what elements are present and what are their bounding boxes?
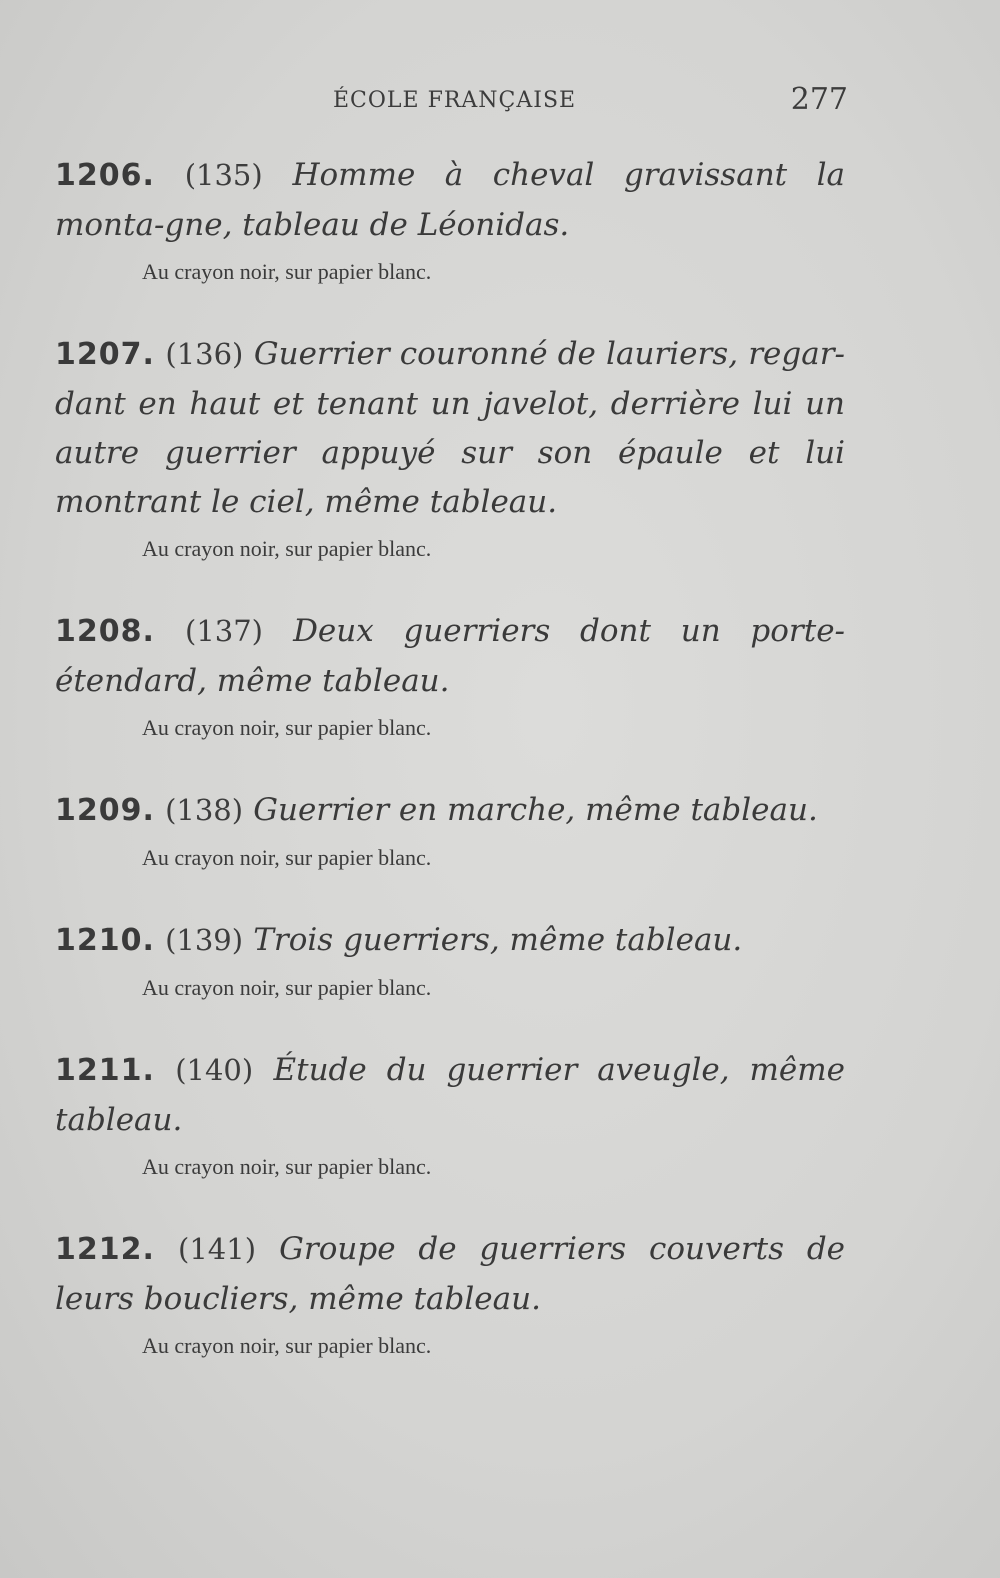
- entry-number: 1207.: [55, 337, 155, 372]
- entry-reference: (135): [184, 158, 263, 192]
- entry-medium-note: Au crayon noir, sur papier blanc.: [142, 1154, 432, 1179]
- entry-text: [55, 915, 845, 965]
- catalogue-entry: [55, 606, 845, 741]
- entry-title: Groupe de guerriers couverts de leurs boucliers, même tableau.: [55, 1231, 846, 1317]
- entry-text: [55, 785, 845, 835]
- entry-medium-note: Au crayon noir, sur papier blanc.: [142, 845, 432, 870]
- entry-text: [55, 1045, 845, 1144]
- catalogue-entry: [55, 150, 845, 285]
- entry-title: Guerrier couronné de lauriers, regar-dant en haut et tenant un javelot, derrière lui un autre guerrier appuyé sur son épaule et lui montrant le ciel, même tableau.: [55, 336, 846, 520]
- entry-medium-note: Au crayon noir, sur papier blanc.: [142, 259, 432, 284]
- entry-title: Homme à cheval gravissant la monta-gne, tableau de Léonidas.: [55, 157, 845, 243]
- entry-number: 1212.: [55, 1232, 155, 1267]
- catalogue-entry: [55, 915, 845, 1001]
- entry-reference: (136): [165, 337, 244, 371]
- entry-text: [55, 329, 845, 526]
- entry-medium-note: Au crayon noir, sur papier blanc.: [142, 1333, 432, 1358]
- entry-reference: (137): [185, 614, 263, 648]
- catalogue-entries: [55, 150, 845, 1403]
- entry-number: 1209.: [55, 793, 155, 828]
- entry-title: Deux guerriers dont un porte-étendard, même tableau.: [55, 613, 846, 699]
- entry-reference: (141): [178, 1232, 257, 1266]
- catalogue-entry: [55, 1045, 845, 1180]
- entry-title: Étude du guerrier aveugle, même tableau.: [55, 1052, 846, 1138]
- running-head: [58, 82, 848, 122]
- entry-number: 1208.: [55, 614, 155, 649]
- catalogue-entry: [55, 329, 845, 562]
- catalogue-entry: [55, 1224, 845, 1359]
- entry-medium-note: Au crayon noir, sur papier blanc.: [142, 975, 432, 1000]
- entry-text: [55, 1224, 845, 1323]
- entry-title: Guerrier en marche, même tableau.: [253, 792, 818, 828]
- entry-reference: (138): [165, 793, 244, 827]
- entry-title: Trois guerriers, même tableau.: [253, 922, 743, 958]
- entry-text: [55, 606, 845, 705]
- catalogue-entry: [55, 785, 845, 871]
- entry-number: 1210.: [55, 923, 155, 958]
- entry-text: [55, 150, 845, 249]
- page-number: 277: [790, 82, 848, 117]
- entry-reference: (139): [165, 923, 244, 957]
- entry-reference: (140): [175, 1053, 254, 1087]
- entry-medium-note: Au crayon noir, sur papier blanc.: [142, 536, 432, 561]
- entry-medium-note: Au crayon noir, sur papier blanc.: [142, 715, 432, 740]
- entry-number: 1211.: [55, 1053, 155, 1088]
- entry-number: 1206.: [55, 158, 155, 193]
- header-title: ÉCOLE FRANÇAISE: [333, 88, 577, 113]
